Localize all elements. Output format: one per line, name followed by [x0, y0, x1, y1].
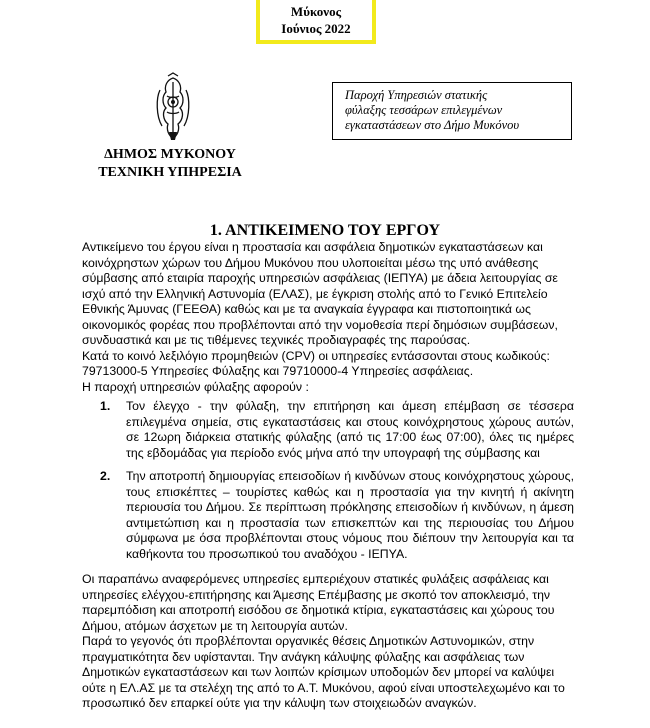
date-label: Ιούνιος 2022 [281, 21, 351, 36]
paragraph-object: Αντικείμενο του έργου είναι η προστασία και ασφάλεια δημοτικών εγκαταστάσεων και κοινόχρηστων χώρων του Δήμου Μυκόνου που υλοποιείται μέσω της υπό ανάθεσης σύμβασης από εταιρία παροχής υπηρεσιών ασφάλειας (ΙΕΠΥΑ) με άδεια λειτουργίας σε ισχύ από την Ελληνική Αστυνομία (ΕΛΑΣ), με έγκριση στολής από το Γενικό Επιτελείο Εθνικής Άμυνας (ΓΕΕΘΑ) καθώς και με τα αναγκαία έγγραφα και πιστοποιητικά ως οικονομικός φορέας που προβλέπονται από την νομοθεσία περί δημόσιων συμβάσεων, συνδυαστικά και με τις τιθέμενες τεχνικές προδιαγραφές της παρούσας. [82, 240, 558, 347]
paragraph-services-scope: Οι παραπάνω αναφερόμενες υπηρεσίες εμπεριέχουν στατικές φυλάξεις ασφάλειας και υπηρεσίες ελέγχου-επιτήρησης και Άμεσης Επέμβασης με σκοπό τον αποκλεισμό, την παρεμπόδιση και αποτροπή εισόδου σε δημοτικά κτίρια, εγκαταστάσεις και χώρους του Δήμου, ατόμων άσχετων με τη λειτουργία αυτών. [82, 572, 555, 633]
list-item [82, 469, 574, 562]
subject-line-3: εγκαταστάσεων στο Δήμο Μυκόνου [345, 118, 520, 132]
paragraph-services-intro: Η παροχή υπηρεσιών φύλαξης αφορούν : [82, 379, 309, 394]
municipality-emblem-icon [150, 72, 196, 142]
list-item-number: 2. [100, 469, 111, 483]
place-label: Μύκονος [290, 4, 342, 19]
municipality-name: ΔΗΜΟΣ ΜΥΚΟΝΟΥ [104, 147, 236, 162]
subject-box [332, 82, 572, 140]
list-item-number: 1. [100, 399, 111, 413]
paragraph-cpv: Κατά το κοινό λεξιλόγιο προμηθειών (CPV) οι υπηρεσίες εντάσσονται στους κωδικούς: 79713000-5 Υπηρεσίες Φύλαξης και 79710000-4 Υπηρεσίες ασφάλειας. [82, 348, 550, 378]
subject-line-2: φύλαξης τεσσάρων επιλεγμένων [345, 103, 503, 117]
list-item-text: Την αποτροπή δημιουργίας επεισοδίων ή κινδύνων στους κοινόχρηστους χώρους, τους επισκέπτες – τουρίστες καθώς και η προστασία για την κινητή ή ακίνητη περιουσία του Δήμου. Σε περίπτωση πρόκλησης επεισοδίων ή κινδύνων, η άμεση αντιμετώπιση και η προστασία των επισκεπτών και της περιουσίας του Δήμου σύμφωνα με όσα προβλέπονται στους νόμους που διέπουν την λειτουργία και τα καθήκοντα του προσωπικού του αναδόχου - ΙΕΠΥΑ. [126, 469, 574, 561]
date-box [256, 0, 376, 44]
service-name: ΤΕΧΝΙΚΗ ΥΠΗΡΕΣΙΑ [98, 165, 242, 180]
paragraph-staffing: Παρά το γεγονός ότι προβλέπονται οργανικές θέσεις Δημοτικών Αστυνομικών, στην πραγματικότητα δεν υφίστανται. Την ανάγκη κάλυψης φύλαξης και ασφάλειας των Δημοτικών εγκαταστάσεων και των λοιπών κρίσιμων υποδομών δεν μπορεί να καλύψει ούτε η ΕΛ.ΑΣ με τα στελέχη της από το Α.Τ. Μυκόνου, αφού είναι υποστελεχωμένο και το προσωπικό δεν επαρκεί ούτε για την κάλυψη των στοιχειωδών αναγκών. [82, 634, 565, 710]
subject-line-1: Παροχή Υπηρεσιών στατικής [345, 88, 488, 102]
document-body [82, 240, 574, 712]
list-item [82, 399, 574, 461]
section-title: 1. ΑΝΤΙΚΕΙΜΕΝΟ ΤΟΥ ΕΡΓΟΥ [209, 222, 441, 239]
list-item-text: Τον έλεγχο - την φύλαξη, την επιτήρηση και άμεση επέμβαση σε τέσσερα επιλεγμένα σημεία, στις εγκαταστάσεις και στους κοινόχρηστους χώρους αυτών, σε 12ωρη διάρκεια στατικής φύλαξης (από τις 17:00 έως 07:00), όλες τις ημέρες της εβδομάδας για περίοδο ενός μήνα από την υπογραφή της σύμβασης και [126, 399, 574, 460]
department-heading [92, 146, 248, 182]
